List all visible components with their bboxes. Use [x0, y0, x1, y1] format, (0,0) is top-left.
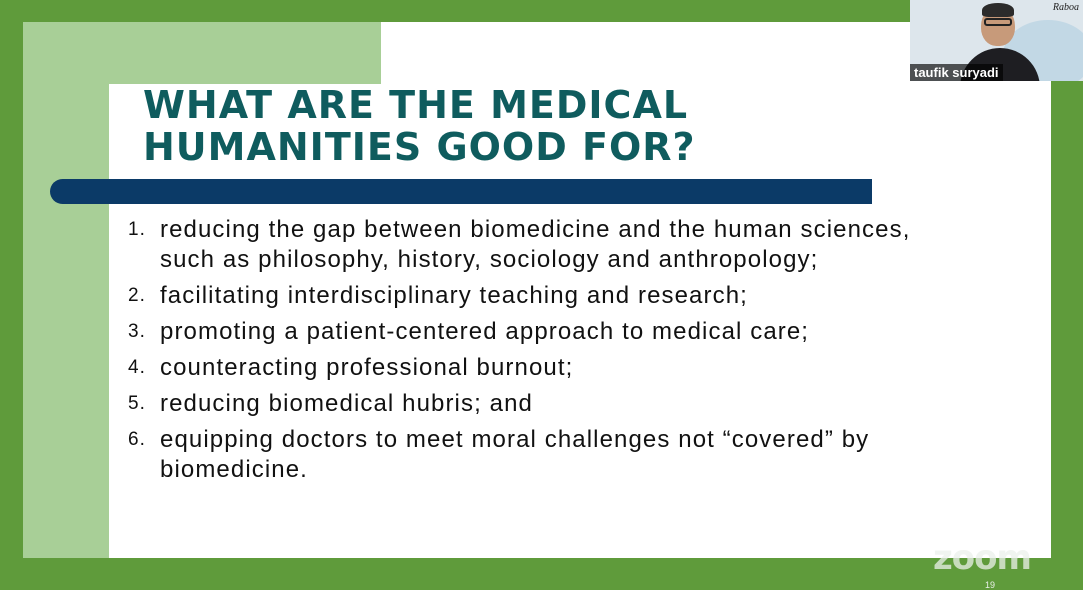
list-item-text: equipping doctors to meet moral challenges not “covered” by biomedicine. [160, 426, 870, 483]
list-item-number: 4. [128, 357, 147, 378]
list-item [128, 389, 948, 419]
participant-name-label: taufik suryadi [910, 64, 1003, 81]
list-item [128, 215, 948, 275]
list-item [128, 425, 948, 485]
title-divider-bar [50, 179, 872, 204]
list-item-text: promoting a patient-centered approach to medical care; [160, 318, 810, 345]
list-item-number: 3. [128, 321, 147, 342]
participant-hair [982, 3, 1014, 17]
video-background-text: Raboa [1052, 2, 1079, 13]
list-item-text: reducing the gap between biomedicine and the human sciences, such as philosophy, history, sociology and anthropology; [160, 216, 911, 273]
participant-video-tile[interactable] [910, 0, 1083, 81]
list-item-text: reducing biomedical hubris; and [160, 390, 533, 417]
list-item [128, 353, 948, 383]
list-item-number: 6. [128, 429, 147, 450]
participant-glasses [984, 18, 1012, 26]
slide-title: WHAT ARE THE MEDICAL HUMANITIES GOOD FOR? [143, 83, 696, 169]
decorative-green-block-side [23, 22, 109, 558]
slide-page-number: 19 [985, 580, 996, 590]
zoom-watermark-logo: zoom [933, 538, 1031, 578]
list-item [128, 317, 948, 347]
list-item-text: counteracting professional burnout; [160, 354, 574, 381]
list-item-number: 5. [128, 393, 147, 414]
benefit-list [128, 215, 948, 491]
list-item-text: facilitating interdisciplinary teaching and research; [160, 282, 748, 309]
list-item-number: 2. [128, 285, 147, 306]
shared-slide [23, 22, 1051, 558]
list-item [128, 281, 948, 311]
list-item-number: 1. [128, 219, 147, 240]
